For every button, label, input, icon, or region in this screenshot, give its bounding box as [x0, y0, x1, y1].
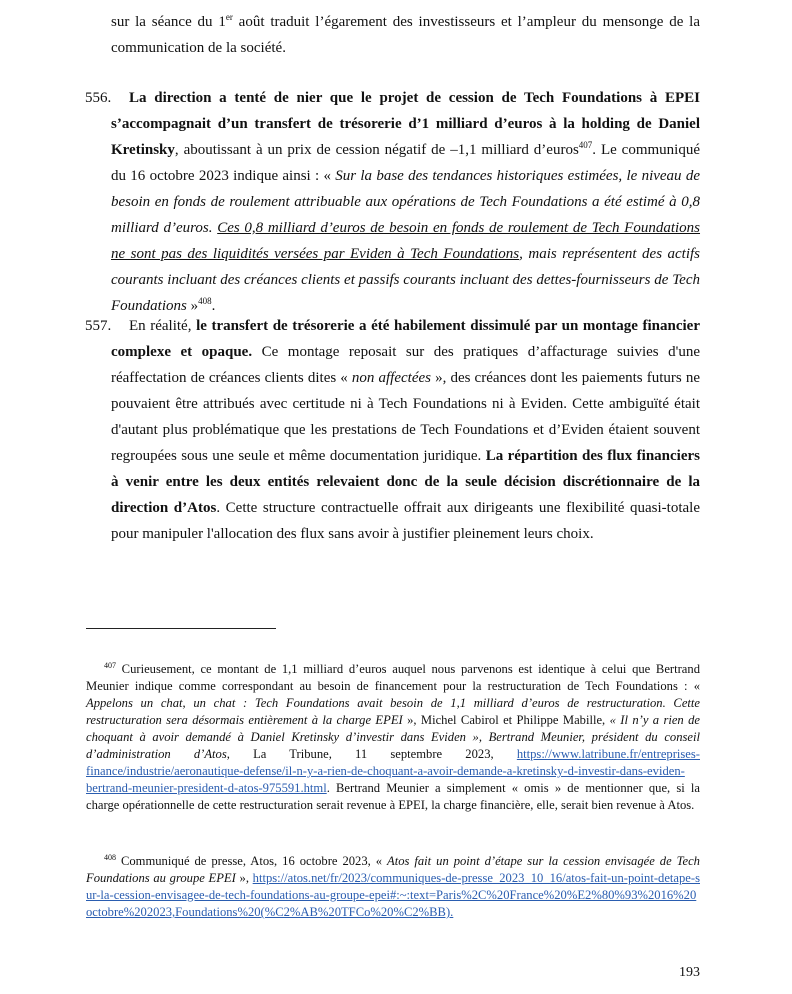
- p557-text: », des créances dont les paiements futurs ne pouvaient être attribués avec certitude ni à Tech Foundations ni à Eviden. Cette ambiguïté était d'autant plus problématique que les prestations de Tech Foundations et d’Eviden étaient souvent regroupées sous une seule et même documentation juridique.: [111, 370, 700, 464]
- footnote-text: . Bertrand Meunier a simplement « omis » de mentionner que, si la charge opérationnelle de cette restructuration serait revenue à EPEI, la charge financière, elle, serait bien revenue à Atos.: [86, 781, 700, 812]
- footnote-ref-407[interactable]: 407: [578, 140, 593, 150]
- footnote-text: »,: [235, 871, 253, 885]
- p557-italic: non affectées: [351, 370, 431, 386]
- footnote-separator: [86, 628, 276, 629]
- footnote-article-title: Atos fait un point d’étape sur la cession envisagée de Tech Foundations au groupe EPEI: [86, 854, 700, 885]
- paragraph-556: [111, 85, 700, 319]
- p557-bold: La répartition des flux financiers à venir entre les deux entités relevaient donc de la seule décision discrétionnaire de la direction d’Atos: [111, 448, 700, 516]
- paragraph-number-557: 557.: [85, 318, 112, 334]
- intro-text: sur la séance du 1: [111, 14, 226, 30]
- paragraph-557: [111, 313, 700, 547]
- intro-paragraph: [111, 9, 700, 61]
- footnote-ref-408[interactable]: 408: [198, 296, 212, 306]
- footnote-407: [86, 661, 700, 814]
- p556-text: .: [211, 298, 216, 314]
- footnote-link-latribune[interactable]: https://www.latribune.fr/entreprises-finance/industrie/aeronautique-defense/il-n-y-a-rien-de-choquant-a-avoir-demande-a-kretinsky-d-investir-dans-eviden-bertrand-meunier-president-d-atos-975591.html: [86, 747, 700, 795]
- p557-bold: le transfert de trésorerie a été habilement dissimulé par un montage financier complexe et opaque.: [111, 318, 700, 360]
- page-number: 193: [679, 965, 700, 980]
- p556-quote-underlined: Ces 0,8 milliard d’euros de besoin en fonds de roulement de Tech Foundations ne sont pas des liquidités versées par Eviden à Tech Foundations: [111, 220, 701, 262]
- p556-bold-lead: La direction a tenté de nier que le projet de cession de Tech Foundations à EPEI s’accompagnait d’un transfert de trésorerie d’1 milliard d’euros à la holding de Daniel Kretinsky: [111, 90, 700, 158]
- p556-text: »: [186, 298, 199, 314]
- footnote-text: Curieusement, ce montant de 1,1 milliard d’euros auquel nous parvenons est identique à celui que Bertrand Meunier indique comme correspondant au besoin de financement pour la restructuration de Tech Foundations : «: [86, 662, 700, 693]
- superscript-er: er: [225, 12, 233, 22]
- footnote-408: [86, 853, 700, 921]
- p556-quote: , mais représentent des actifs courants incluant des créances clients et passifs courants incluant des dettes-fournisseurs de Tech Foundations: [111, 246, 700, 314]
- p557-text: . Cette structure contractuelle offrait aux dirigeants une flexibilité quasi-totale pour manipuler l'allocation des flux sans avoir à justifier pleinement leurs choix.: [111, 500, 700, 542]
- footnote-link-atos[interactable]: https://atos.net/fr/2023/communiques-de-presse_2023_10_16/atos-fait-un-point-detape-sur-la-cession-envisagee-de-tech-foundations-au-groupe-epei#:~:text=Paris%2C%20France%20%E2%80%93%2016%20octobre%202023,Foundations%20(%C2%AB%20TFCo%20%C2%BB).: [86, 871, 700, 919]
- footnote-article-title: « Il n’y a rien de choquant à avoir demandé à Daniel Kretinsky d’investir dans Eviden », Bertrand Meunier, président du conseil d’administration d’Atos: [86, 713, 700, 761]
- footnote-marker-407: 407: [104, 660, 116, 670]
- footnote-text: Communiqué de presse, Atos, 16 octobre 2023, «: [116, 854, 388, 868]
- footnote-text: », Michel Cabirol et Philippe Mabille,: [402, 713, 610, 727]
- paragraph-number-556: 556.: [85, 90, 112, 106]
- footnote-marker-408: 408: [104, 852, 116, 862]
- footnote-quote: Appelons un chat, un chat : Tech Foundations avait besoin de 1,1 milliard d’euros de restructuration. Cette restructuration sera désormais entièrement à la charge EPEI: [86, 696, 700, 727]
- footnote-text: , La Tribune, 11 septembre 2023,: [226, 747, 517, 761]
- p557-text: En réalité,: [129, 318, 197, 334]
- p557-text: Ce montage reposait sur des pratiques d’affacturage suivies d'une réaffectation de créances clients dites «: [111, 344, 700, 386]
- intro-text-rest: août traduit l’égarement des investisseurs et l’ampleur du mensonge de la communication de la société.: [111, 14, 700, 56]
- p556-text: , aboutissant à un prix de cession négatif de –1,1 milliard d’euros: [174, 142, 579, 158]
- p556-text: . Le communiqué du 16 octobre 2023 indique ainsi : «: [111, 142, 700, 184]
- p556-quote: Sur la base des tendances historiques estimées, le niveau de besoin en fonds de roulement attribuable aux opérations de Tech Foundations a été estimé à 0,8 milliard d’euros.: [111, 168, 700, 236]
